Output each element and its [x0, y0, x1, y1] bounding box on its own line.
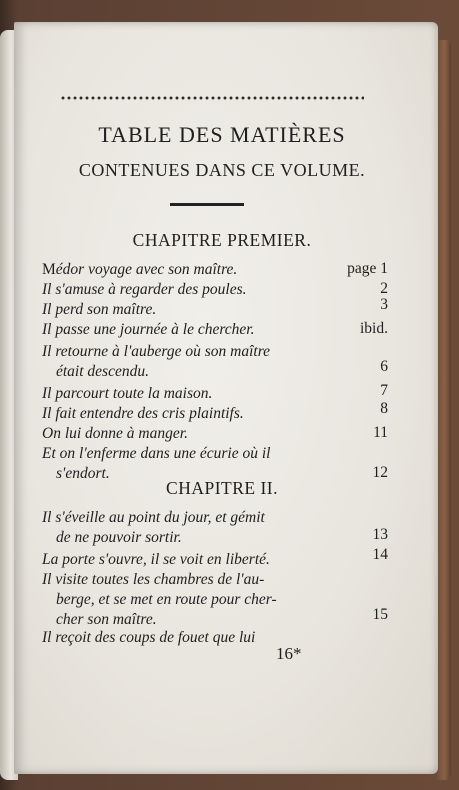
page-number: page 1: [347, 260, 388, 277]
toc-entry: [42, 260, 384, 280]
signature-mark: 16*: [276, 644, 302, 663]
entry-text: Il visite toutes les chambres de l'au-: [42, 571, 265, 588]
page-number: ibid.: [360, 320, 388, 337]
page-number: 8: [380, 400, 388, 417]
title-divider: [170, 203, 244, 206]
toc-entry: Il fait entendre des cris plaintifs.: [42, 405, 244, 422]
page-number: 14: [372, 546, 388, 563]
entry-text: Il retourne à l'auberge où son maître: [42, 343, 271, 360]
toc-entry: On lui donne à manger.: [42, 425, 188, 442]
toc-entry: Il reçoit des coups de fouet que lui: [42, 629, 256, 646]
page-number: 13: [372, 526, 388, 543]
page-number: 7: [380, 382, 388, 399]
entry-text: Et on l'enferme dans une écurie où il: [42, 445, 271, 462]
entry-text: Il s'éveille au point du jour, et gémit: [42, 509, 265, 526]
page-title: TABLE DES MATIÈRES: [98, 122, 346, 147]
entry-continuation: berge, et se met en route pour cher-: [56, 591, 277, 608]
toc-entry: Il s'amuse à regarder des poules.: [42, 281, 247, 298]
toc-entry: [42, 508, 384, 548]
toc-entry: Il passe une journée à le chercher.: [42, 321, 255, 338]
toc-entry: [42, 342, 384, 382]
chapter-heading: CHAPITRE II.: [166, 478, 278, 498]
chapter-heading: CHAPITRE PREMIER.: [132, 230, 312, 250]
page-number: 2: [380, 280, 388, 297]
entry-continuation: cher son maître.: [56, 611, 157, 628]
toc-entry: Il parcourt toute la maison.: [42, 385, 213, 402]
book-page: [14, 22, 438, 774]
dotted-rule: [60, 94, 364, 102]
entry-continuation: était descendu.: [56, 363, 149, 380]
toc-entry: La porte s'ouvre, il se voit en liberté.: [42, 551, 270, 568]
page-number: 11: [373, 424, 388, 441]
page-subtitle: CONTENUES DANS CE VOLUME.: [78, 160, 366, 180]
entry-continuation: de ne pouvoir sortir.: [56, 529, 182, 546]
page-number: 12: [372, 464, 388, 481]
page-number: 3: [380, 296, 388, 313]
toc-entry: [42, 570, 384, 630]
page-number: 15: [372, 606, 388, 623]
toc-entry: Il perd son maître.: [42, 301, 157, 318]
entry-text: édor voyage avec son maître.: [55, 261, 238, 278]
page-number: 6: [380, 358, 388, 375]
entry-lead-letter: M: [42, 261, 56, 278]
entry-continuation: s'endort.: [56, 465, 110, 482]
